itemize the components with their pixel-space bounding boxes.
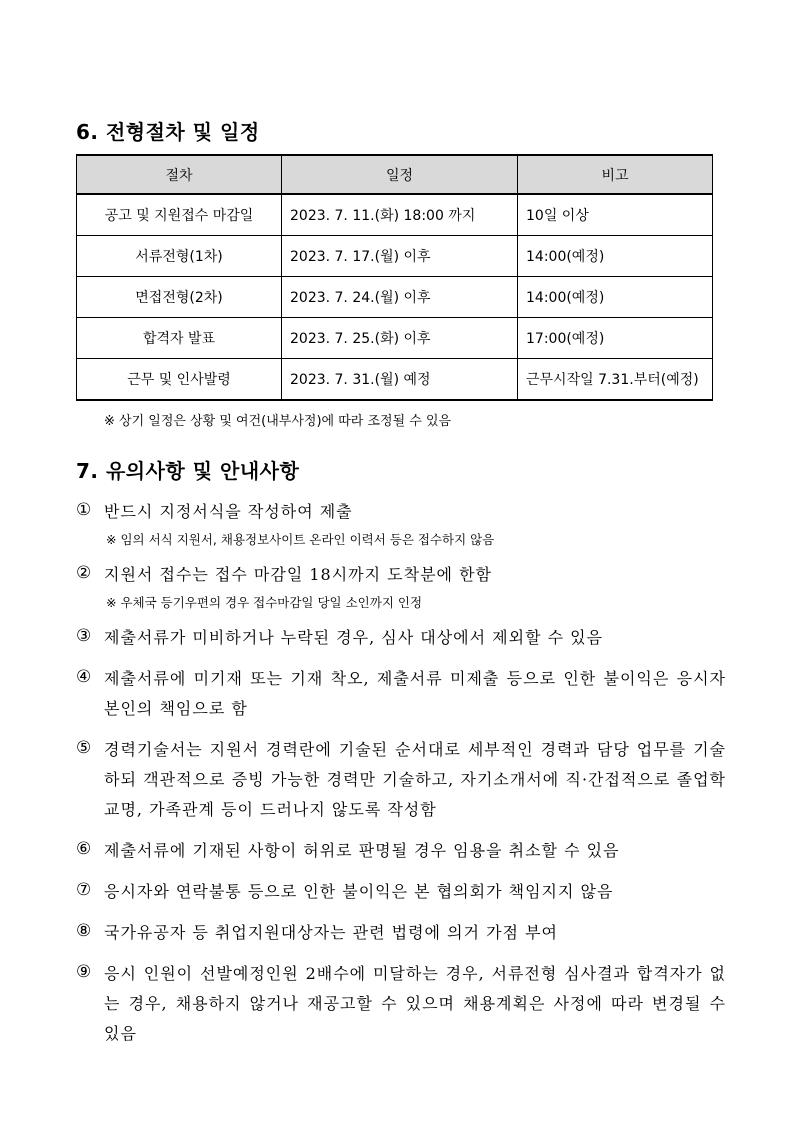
list-item	[76, 877, 726, 907]
table-row	[77, 318, 713, 359]
list-item	[76, 959, 726, 1049]
table-row	[77, 194, 713, 236]
note-cell: 14:00(예정)	[518, 236, 713, 277]
item-text: 반드시 지정서식을 작성하여 제출	[104, 502, 353, 521]
list-item	[76, 664, 726, 724]
item-number: ⑨	[76, 962, 92, 982]
notice-list	[76, 497, 726, 1060]
date-cell: 2023. 7. 17.(월) 이후	[282, 236, 518, 277]
item-number: ⑦	[76, 880, 92, 900]
section-7-title: 7. 유의사항 및 안내사항	[76, 459, 300, 483]
step-cell: 서류전형(1차)	[77, 236, 282, 277]
step-cell: 근무 및 인사발령	[77, 359, 282, 401]
step-cell: 합격자 발표	[77, 318, 282, 359]
section-6-title: 6. 전형절차 및 일정	[76, 120, 260, 144]
note-cell: 17:00(예정)	[518, 318, 713, 359]
item-number: ⑧	[76, 921, 92, 941]
list-item	[76, 497, 726, 549]
table-row	[77, 359, 713, 401]
list-item	[76, 918, 726, 948]
list-item	[76, 623, 726, 653]
table-row	[77, 277, 713, 318]
date-cell: 2023. 7. 24.(월) 이후	[282, 277, 518, 318]
date-cell: 2023. 7. 11.(화) 18:00 까지	[282, 194, 518, 236]
date-cell: 2023. 7. 25.(화) 이후	[282, 318, 518, 359]
item-number: ②	[76, 563, 92, 583]
item-number: ④	[76, 667, 92, 687]
item-number: ⑥	[76, 839, 92, 859]
note-cell: 14:00(예정)	[518, 277, 713, 318]
list-item	[76, 836, 726, 866]
schedule-table	[76, 154, 713, 401]
header-step: 절차	[77, 155, 282, 194]
item-subnote: ※ 임의 서식 지원서, 채용정보사이트 온라인 이력서 등은 접수하지 않음	[106, 532, 495, 547]
item-subnote: ※ 우체국 등기우편의 경우 접수마감일 당일 소인까지 인정	[106, 595, 423, 610]
table-row	[77, 236, 713, 277]
item-text: 응시 인원이 선발예정인원 2배수에 미달하는 경우, 서류전형 심사결과 합격자가 없는 경우, 채용하지 않거나 재공고할 수 있으며 채용계획은 사정에 따라 변경될 수 있음	[104, 964, 726, 1043]
item-text: 국가유공자 등 취업지원대상자는 관련 법령에 의거 가점 부여	[104, 923, 559, 942]
item-text: 제출서류에 미기재 또는 기재 착오, 제출서류 미제출 등으로 인한 불이익은 응시자 본인의 책임으로 함	[104, 669, 726, 718]
date-cell: 2023. 7. 31.(월) 예정	[282, 359, 518, 401]
item-number: ③	[76, 626, 92, 646]
list-item	[76, 560, 726, 612]
note-cell: 근무시작일 7.31.부터(예정)	[518, 359, 713, 401]
item-text: 지원서 접수는 접수 마감일 18시까지 도착분에 한함	[104, 565, 492, 584]
header-note: 비고	[518, 155, 713, 194]
item-text: 경력기술서는 지원서 경력란에 기술된 순서대로 세부적인 경력과 담당 업무를 기술하되 객관적으로 증빙 가능한 경력만 기술하고, 자기소개서에 직·간접적으로 졸업학교명, 가족관계 등이 드러나지 않도록 작성함	[104, 740, 726, 819]
table-header-row	[77, 155, 713, 194]
header-date: 일정	[282, 155, 518, 194]
note-cell: 10일 이상	[518, 194, 713, 236]
step-cell: 면접전형(2차)	[77, 277, 282, 318]
item-text: 제출서류에 기재된 사항이 허위로 판명될 경우 임용을 취소할 수 있음	[104, 841, 620, 860]
item-text: 응시자와 연락불통 등으로 인한 불이익은 본 협의회가 책임지지 않음	[104, 882, 614, 901]
item-number: ①	[76, 500, 92, 520]
step-cell: 공고 및 지원접수 마감일	[77, 194, 282, 236]
schedule-footnote: ※ 상기 일정은 상황 및 여건(내부사정)에 따라 조정될 수 있음	[104, 414, 452, 429]
item-number: ⑤	[76, 738, 92, 758]
list-item	[76, 735, 726, 825]
item-text: 제출서류가 미비하거나 누락된 경우, 심사 대상에서 제외할 수 있음	[104, 628, 604, 647]
